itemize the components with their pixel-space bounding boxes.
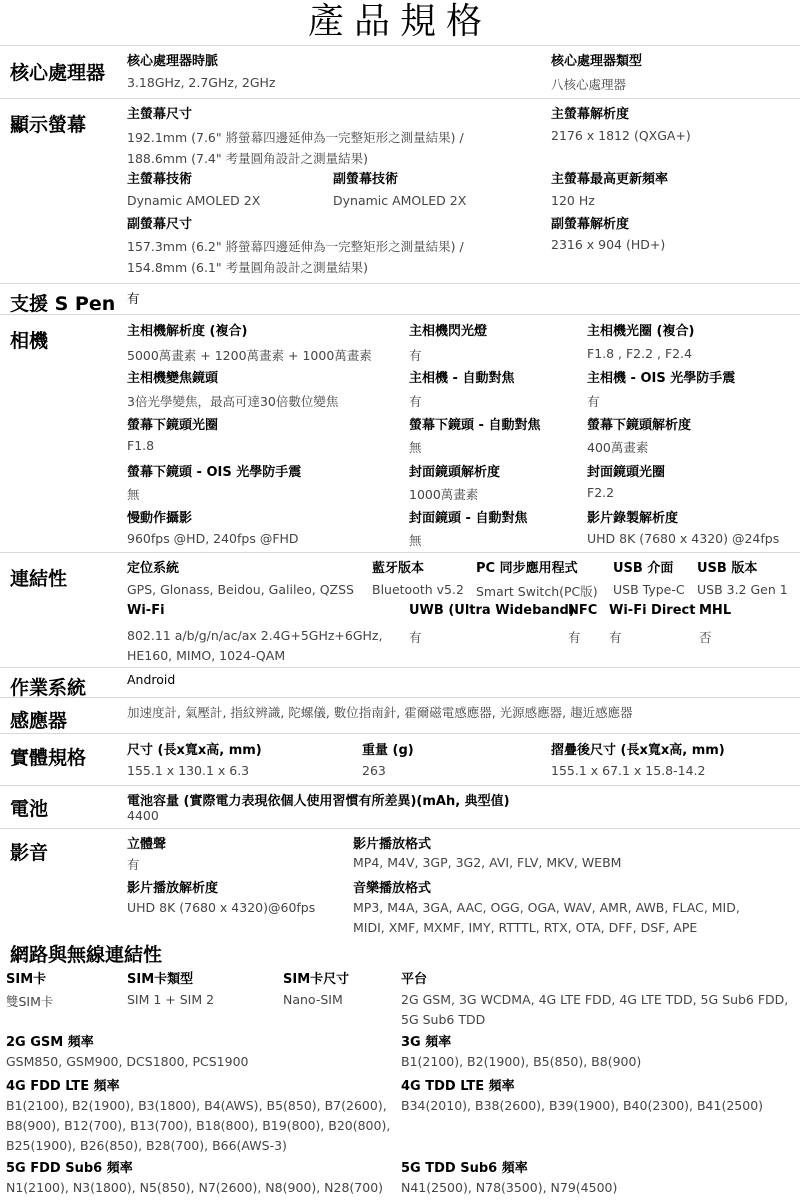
mhl-value: 否 [699,630,712,645]
cpu-type-label: 核心處理器類型 [551,54,643,69]
battery-value: 4400 [127,808,159,823]
refresh-rate-label: 主螢幕最高更新頻率 [551,172,669,187]
fdd-lte-label: 4G FDD LTE 頻率 [6,1079,120,1094]
gsm-label: 2G GSM 頻率 [6,1035,94,1050]
fdd-lte-line3: B25(1900), B26(850), B28(700), B66(AWS-3) [6,1138,287,1153]
dimension-value: 155.1 x 130.1 x 6.3 [127,763,250,778]
tdd-lte-label: 4G TDD LTE 頻率 [401,1079,515,1094]
uwb-label: UWB (Ultra Wideband) [409,603,575,618]
section-title-connectivity: 連結性 [10,568,68,590]
sub-screen-size-label: 副螢幕尺寸 [127,217,193,232]
section-title-os: 作業系統 [10,677,87,699]
section-title-network: 網路與無線連結性 [10,944,163,966]
main-cam-ois-value: 有 [587,394,600,409]
os-value: Android [127,672,176,687]
pcsync-label: PC 同步應用程式 [476,561,578,576]
page-title: 產品規格 [307,1,492,42]
section-title-display: 顯示螢幕 [10,114,87,136]
usb-interface-label: USB 介面 [613,561,674,576]
gsm-value: GSM850, GSM900, DCS1800, PCS1900 [6,1054,249,1069]
section-title-cpu: 核心處理器 [10,62,106,84]
main-screen-size-line2: 188.6mm (7.4" 考量圓角設計之測量結果) [127,151,368,166]
main-screen-size-line1: 192.1mm (7.6" 將螢幕四邊延伸為一完整矩形之測量結果) / [127,130,464,145]
slowmo-label: 慢動作攝影 [127,511,193,526]
mhl-label: MHL [699,603,732,618]
sim-type-label: SIM卡類型 [127,972,194,987]
gps-value: GPS, Glonass, Beidou, Galileo, QZSS [127,582,354,597]
udc-res-label: 螢幕下鏡頭解析度 [587,418,692,433]
sub6-tdd-value: N41(2500), N78(3500), N79(4500) [401,1180,618,1195]
dimension-label: 尺寸 (長x寬x高, mm) [127,743,262,758]
tdd-lte-value: B34(2010), B38(2600), B39(1900), B40(2300), B41(2500) [401,1098,764,1113]
section-title-battery: 電池 [10,798,49,820]
main-screen-tech-value: Dynamic AMOLED 2X [127,193,261,208]
fdd-lte-line2: B8(900), B12(700), B13(700), B18(800), B19(800), B20(800), [6,1118,391,1133]
main-screen-res-label: 主螢幕解析度 [551,107,630,122]
audio-format-line2: MIDI, XMF, MXMF, IMY, RTTTL, RTX, OTA, DFF, DSF, APE [353,920,698,935]
cover-aperture-label: 封面鏡頭光圈 [587,465,666,480]
stereo-value: 有 [127,857,140,872]
cpu-speed-label: 核心處理器時脈 [127,54,219,69]
sub-screen-res-label: 副螢幕解析度 [551,217,630,232]
sub6-tdd-label: 5G TDD Sub6 頻率 [401,1161,528,1176]
section-title-camera: 相機 [10,330,49,352]
weight-value: 263 [362,763,386,778]
section-title-physical: 實體規格 [10,747,87,769]
udc-ois-value: 無 [127,487,140,502]
udc-ois-label: 螢幕下鏡頭 - OIS 光學防手震 [127,465,302,480]
refresh-rate-value: 120 Hz [551,193,595,208]
wifi-value-line1: 802.11 a/b/g/n/ac/ax 2.4G+5GHz+6GHz, [127,628,383,643]
udc-res-value: 400萬畫素 [587,440,649,455]
divider [0,667,800,668]
main-cam-res-value: 5000萬畫素 + 1200萬畫素 + 1000萬畫素 [127,348,372,363]
audio-format-label: 音樂播放格式 [353,881,432,896]
wifi-direct-label: Wi-Fi Direct [609,603,696,618]
main-cam-aperture-label: 主相機光圈 (複合) [587,324,695,339]
platform-line2: 5G Sub6 TDD [401,1012,486,1027]
wifi-value-line2: HE160, MIMO, 1024-QAM [127,648,286,663]
3g-label: 3G 頻率 [401,1035,452,1050]
platform-line1: 2G GSM, 3G WCDMA, 4G LTE FDD, 4G LTE TDD, 5G Sub6 FDD, [401,992,789,1007]
video-playback-res-label: 影片播放解析度 [127,881,219,896]
video-res-value: UHD 8K (7680 x 4320) @24fps [587,531,780,546]
divider [0,733,800,734]
udc-af-value: 無 [409,440,422,455]
pcsync-value: Smart Switch(PC版) [476,584,598,599]
sim-size-value: Nano-SIM [283,992,343,1007]
sub-screen-size-line2: 154.8mm (6.1" 考量圓角設計之測量結果) [127,260,368,275]
nfc-label: NFC [568,603,598,618]
divider [0,314,800,315]
video-format-label: 影片播放格式 [353,837,432,852]
divider [0,283,800,284]
cover-res-value: 1000萬畫素 [409,487,479,502]
platform-label: 平台 [401,972,428,987]
usb-version-label: USB 版本 [697,561,758,576]
cover-af-value: 無 [409,533,422,548]
section-title-spen: 支援 S Pen [10,293,116,315]
nfc-value: 有 [568,630,581,645]
usb-version-value: USB 3.2 Gen 1 [697,582,788,597]
sim-label: SIM卡 [6,972,47,987]
stereo-label: 立體聲 [127,837,167,852]
udc-af-label: 螢幕下鏡頭 - 自動對焦 [409,418,541,433]
udc-aperture-label: 螢幕下鏡頭光圈 [127,418,219,433]
battery-label: 電池容量 (實際電力表現依個人使用習慣有所差異)(mAh, 典型值) [127,794,510,809]
sub-screen-res-value: 2316 x 904 (HD+) [551,237,666,252]
3g-value: B1(2100), B2(1900), B5(850), B8(900) [401,1054,642,1069]
spen-value: 有 [127,291,140,306]
main-cam-aperture-value: F1.8 , F2.2 , F2.4 [587,346,693,361]
sub-screen-tech-label: 副螢幕技術 [333,172,399,187]
sim-value: 雙SIM卡 [6,994,54,1009]
main-cam-af-value: 有 [409,394,422,409]
cover-aperture-value: F2.2 [587,485,615,500]
video-playback-res-value: UHD 8K (7680 x 4320)@60fps [127,900,316,915]
section-title-sensors: 感應器 [10,710,68,732]
sim-type-value: SIM 1 + SIM 2 [127,992,215,1007]
cpu-speed-value: 3.18GHz, 2.7GHz, 2GHz [127,75,276,90]
divider [0,45,800,46]
sensors-value: 加速度計, 氣壓計, 指紋辨識, 陀螺儀, 數位指南針, 霍爾磁電感應器, 光源感應器, 趨近感應器 [127,705,633,720]
main-cam-zoom-label: 主相機變焦鏡頭 [127,371,219,386]
section-title-av: 影音 [10,842,49,864]
main-cam-flash-label: 主相機閃光燈 [409,324,488,339]
main-cam-res-label: 主相機解析度 (複合) [127,324,248,339]
sim-size-label: SIM卡尺寸 [283,972,350,987]
folded-dimension-value: 155.1 x 67.1 x 15.8-14.2 [551,763,706,778]
main-cam-ois-label: 主相機 - OIS 光學防手震 [587,371,736,386]
udc-aperture-value: F1.8 [127,438,155,453]
wifi-direct-value: 有 [609,630,622,645]
video-res-label: 影片錄製解析度 [587,511,679,526]
main-cam-flash-value: 有 [409,348,422,363]
sub-screen-tech-value: Dynamic AMOLED 2X [333,193,467,208]
folded-dimension-label: 摺疊後尺寸 (長x寬x高, mm) [551,743,725,758]
wifi-label: Wi-Fi [127,603,165,618]
divider [0,98,800,99]
main-cam-af-label: 主相機 - 自動對焦 [409,371,515,386]
weight-label: 重量 (g) [362,743,414,758]
divider [0,828,800,829]
video-format-value: MP4, M4V, 3GP, 3G2, AVI, FLV, MKV, WEBM [353,855,622,870]
main-cam-zoom-value: 3倍光學變焦，最高可達30倍數位變焦 [127,394,339,409]
gps-label: 定位系統 [127,561,180,576]
cpu-type-value: 八核心處理器 [551,77,627,92]
main-screen-tech-label: 主螢幕技術 [127,172,193,187]
sub6-fdd-value: N1(2100), N3(1800), N5(850), N7(2600), N8(900), N28(700) [6,1180,384,1195]
divider [0,697,800,698]
fdd-lte-line1: B1(2100), B2(1900), B3(1800), B4(AWS), B5(850), B7(2600), [6,1098,387,1113]
cover-res-label: 封面鏡頭解析度 [409,465,501,480]
bt-label: 藍牙版本 [372,561,425,576]
main-screen-size-label: 主螢幕尺寸 [127,107,193,122]
bt-value: Bluetooth v5.2 [372,582,464,597]
cover-af-label: 封面鏡頭 - 自動對焦 [409,511,528,526]
usb-interface-value: USB Type-C [613,582,685,597]
sub-screen-size-line1: 157.3mm (6.2" 將螢幕四邊延伸為一完整矩形之測量結果) / [127,239,464,254]
audio-format-line1: MP3, M4A, 3GA, AAC, OGG, OGA, WAV, AMR, AWB, FLAC, MID, [353,900,740,915]
divider [0,552,800,553]
main-screen-res-value: 2176 x 1812 (QXGA+) [551,128,691,143]
sub6-fdd-label: 5G FDD Sub6 頻率 [6,1161,133,1176]
divider [0,785,800,786]
uwb-value: 有 [409,630,422,645]
slowmo-value: 960fps @HD, 240fps @FHD [127,531,299,546]
